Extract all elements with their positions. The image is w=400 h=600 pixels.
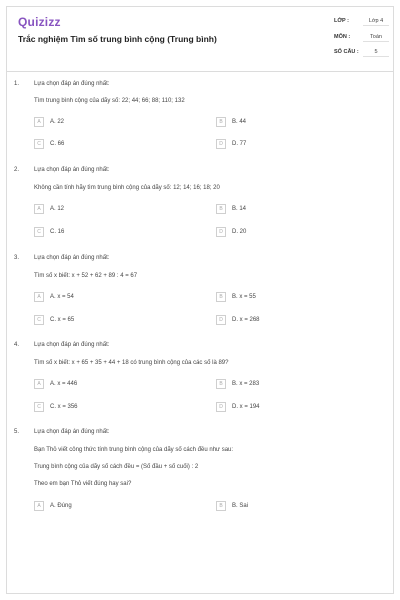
option-text: A. Đúng — [50, 503, 72, 509]
question-1-instruction: Lựa chọn đáp án đúng nhất: — [34, 81, 110, 87]
option-checkbox[interactable]: B — [216, 292, 226, 302]
option-text: D. 20 — [232, 229, 247, 235]
question-2-option-c[interactable] — [34, 227, 64, 237]
option-checkbox[interactable]: B — [216, 379, 226, 389]
question-5-text-1: Bạn Thỏ viết công thức tính trung bình cộng của dãy số cách đều như sau: — [34, 447, 234, 453]
question-1-option-a[interactable] — [34, 117, 64, 127]
option-checkbox[interactable]: D — [216, 315, 226, 325]
question-4-instruction: Lựa chọn đáp án đúng nhất: — [34, 342, 110, 348]
question-2-number: 2. — [14, 167, 20, 173]
question-5-option-b[interactable] — [216, 501, 248, 511]
question-1-option-c[interactable] — [34, 139, 64, 149]
option-checkbox[interactable]: D — [216, 227, 226, 237]
option-checkbox[interactable]: A — [34, 117, 44, 127]
question-3-instruction: Lựa chọn đáp án đúng nhất: — [34, 255, 110, 261]
option-checkbox[interactable]: C — [34, 315, 44, 325]
option-text: A. x = 446 — [50, 381, 78, 387]
question-3-number: 3. — [14, 255, 20, 261]
question-1-text: Tìm trung bình cộng của dãy số: 22; 44; 66; 88; 110; 132 — [34, 98, 185, 104]
question-4-option-b[interactable] — [216, 379, 259, 389]
option-text: C. 16 — [50, 229, 65, 235]
question-4-text: Tìm số x biết: x + 65 + 35 + 44 + 18 có trung bình cộng của các số là 89? — [34, 360, 229, 366]
option-checkbox[interactable]: B — [216, 117, 226, 127]
question-4-option-c[interactable] — [34, 402, 78, 412]
subject-label: MÔN : — [334, 34, 351, 40]
option-text: C. x = 356 — [50, 404, 78, 410]
option-checkbox[interactable]: C — [34, 227, 44, 237]
option-text: A. 22 — [50, 119, 65, 125]
option-checkbox[interactable]: A — [34, 204, 44, 214]
question-2-option-d[interactable] — [216, 227, 246, 237]
question-1-number: 1. — [14, 81, 20, 87]
option-text: D. x = 268 — [232, 317, 260, 323]
option-text: B. 14 — [232, 206, 247, 212]
worksheet-header — [7, 7, 393, 72]
question-2-instruction: Lựa chọn đáp án đúng nhất: — [34, 167, 110, 173]
worksheet-page — [6, 6, 394, 594]
option-text: C. x = 65 — [50, 317, 75, 323]
option-checkbox[interactable]: A — [34, 379, 44, 389]
option-text: B. x = 55 — [232, 294, 256, 300]
worksheet-title: Trắc nghiệm Tìm số trung bình cộng (Trung bình) — [18, 34, 217, 44]
option-text: C. 66 — [50, 141, 65, 147]
subject-value: Toán — [363, 34, 389, 42]
question-3-option-b[interactable] — [216, 292, 256, 302]
option-checkbox[interactable]: A — [34, 292, 44, 302]
question-2-option-a[interactable] — [34, 204, 64, 214]
option-checkbox[interactable]: D — [216, 139, 226, 149]
question-5-text-2: Trung bình cộng của dãy số cách đều = (Số đầu + số cuối) : 2 — [34, 464, 199, 470]
question-4-option-a[interactable] — [34, 379, 77, 389]
option-checkbox[interactable]: C — [34, 139, 44, 149]
question-3-option-c[interactable] — [34, 315, 74, 325]
option-checkbox[interactable]: A — [34, 501, 44, 511]
question-count-value: 5 — [363, 49, 389, 57]
option-text: D. 77 — [232, 141, 247, 147]
question-count-label: SỐ CÂU : — [334, 49, 359, 55]
grade-label: LỚP : — [334, 18, 349, 24]
option-checkbox[interactable]: C — [34, 402, 44, 412]
question-1-option-b[interactable] — [216, 117, 246, 127]
question-4-number: 4. — [14, 342, 20, 348]
question-3-option-d[interactable] — [216, 315, 260, 325]
question-2-text: Không cần tính hãy tìm trung bình cộng của dãy số: 12; 14; 16; 18; 20 — [34, 185, 220, 191]
question-5-instruction: Lựa chọn đáp án đúng nhất: — [34, 429, 110, 435]
question-5-text-3: Theo em bạn Thỏ viết đúng hay sai? — [34, 481, 132, 487]
option-text: B. 44 — [232, 119, 247, 125]
option-text: A. x = 54 — [50, 294, 74, 300]
option-checkbox[interactable]: B — [216, 501, 226, 511]
question-5-option-a[interactable] — [34, 501, 72, 511]
option-text: A. 12 — [50, 206, 65, 212]
question-4-option-d[interactable] — [216, 402, 260, 412]
option-checkbox[interactable]: D — [216, 402, 226, 412]
question-2-option-b[interactable] — [216, 204, 246, 214]
question-3-text: Tìm số x biết: x + 52 + 62 + 89 : 4 = 67 — [34, 273, 138, 279]
option-text: B. Sai — [232, 503, 249, 509]
option-checkbox[interactable]: B — [216, 204, 226, 214]
question-5-number: 5. — [14, 429, 20, 435]
option-text: B. x = 283 — [232, 381, 260, 387]
quizizz-logo: Quizizz — [18, 15, 61, 29]
grade-value: Lớp 4 — [363, 18, 389, 26]
option-text: D. x = 194 — [232, 404, 260, 410]
question-1-option-d[interactable] — [216, 139, 246, 149]
question-3-option-a[interactable] — [34, 292, 74, 302]
